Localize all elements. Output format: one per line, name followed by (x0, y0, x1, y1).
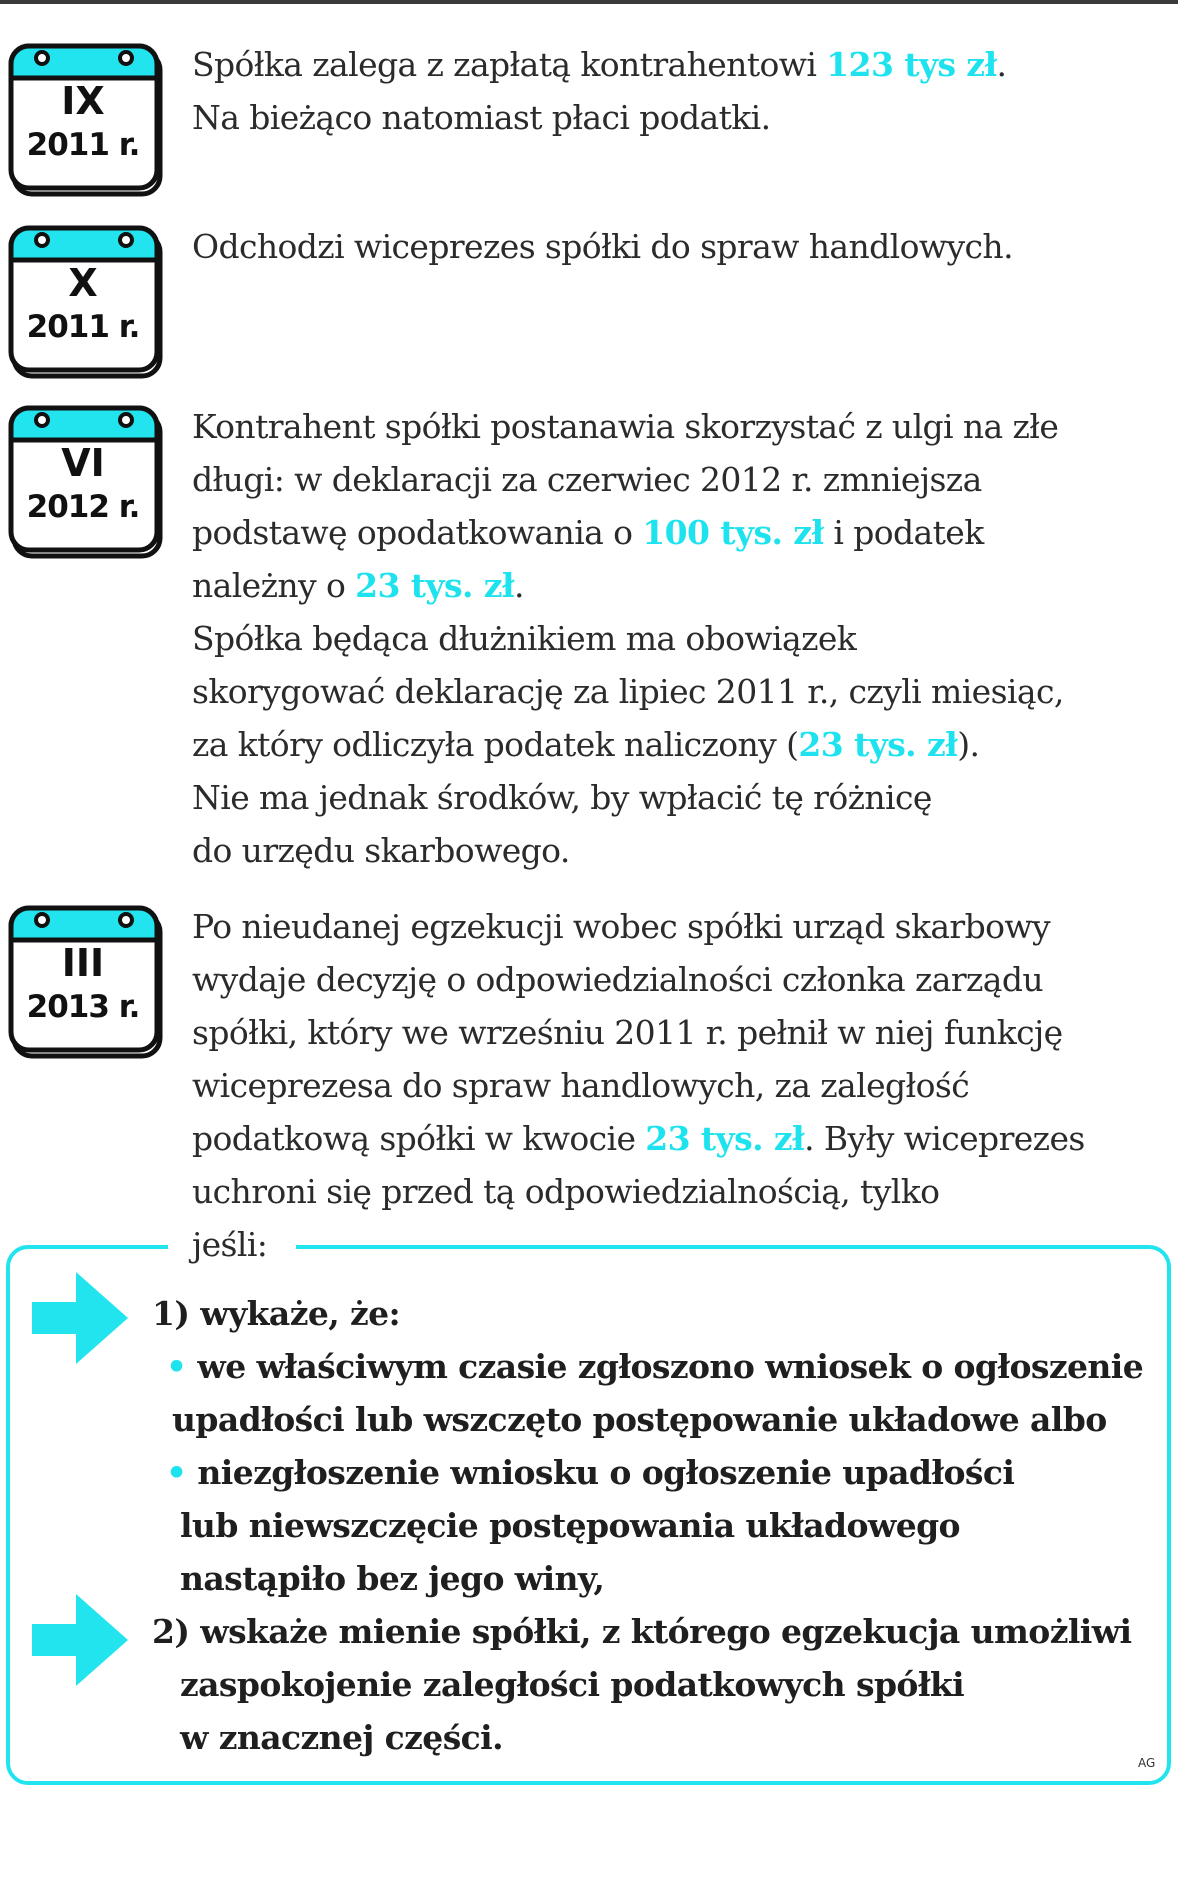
bullet: • (166, 1347, 187, 1386)
entry-text: Odchodzi wiceprezes spółki do spraw handlowych. (192, 227, 1013, 266)
bullet: • (166, 1453, 187, 1492)
arrow-right-icon (30, 1268, 130, 1368)
entry-text: Po nieudanej egzekucji wobec spółki urząd skarbowy wydaje decyzję o odpowiedzialności członka zarządu spółki, który we wrześniu 2011 r. pełnił w niej funkcję wiceprezesa do spraw handlowych, za zaległość podatkową spółki w kwocie 23 tys. zł. Były wiceprezes uchroni się przed tą odpowiedzialnością, tylko jeśli: (192, 907, 1085, 1264)
condition-line: 1) wykaże, że: (152, 1294, 401, 1333)
calendar-month: VI (61, 441, 105, 485)
top-rule (0, 0, 1178, 4)
calendar-month: X (68, 261, 98, 305)
condition-second: 2) wskaże mienie spółki, z którego egzekucja umożliwi zaspokojenie zaległości podatkowych spółki w znacznej części. (152, 1612, 1132, 1757)
calendar-icon (8, 400, 164, 560)
calendar-icon (8, 900, 164, 1060)
entry-text: Spółka zalega z zapłatą kontrahentowi 123 tys zł. Na bieżąco natomiast płaci podatki. (192, 45, 1007, 137)
calendar-year: 2012 r. (26, 489, 140, 525)
calendar-month: III (61, 941, 105, 985)
entry-text: Kontrahent spółki postanawia skorzystać z ulgi na złe długi: w deklaracji za czerwiec 2012 r. zmniejsza podstawę opodatkowania o 100 tys. zł i podatek należny o 23 tys. zł. Spółka będąca dłużnikiem ma obowiązek skorygować deklarację za lipiec 2011 r., czyli miesiąc, za który odliczyła podatek naliczony (23 tys. zł). Nie ma jednak środków, by wpłacić tę różnicę do urzędu skarbowego. (192, 407, 1064, 870)
calendar-year: 2011 r. (26, 127, 140, 163)
arrow-right-icon (30, 1590, 130, 1690)
author-credit: AG (1138, 1756, 1156, 1770)
calendar-year: 2013 r. (26, 989, 140, 1025)
calendar-icon (8, 220, 164, 380)
calendar-icon (8, 38, 164, 198)
condition-first: 1) wykaże, że: • we właściwym czasie zgłoszono wniosek o ogłoszenie upadłości lub wszczęto postępowanie układowe albo • niezgłoszenie wniosku o ogłoszenie upadłości lub niewszczęcie postępowania układowego nastąpiło bez jego winy, (152, 1287, 1143, 1605)
calendar-month: IX (61, 79, 105, 123)
calendar-year: 2011 r. (26, 309, 140, 345)
